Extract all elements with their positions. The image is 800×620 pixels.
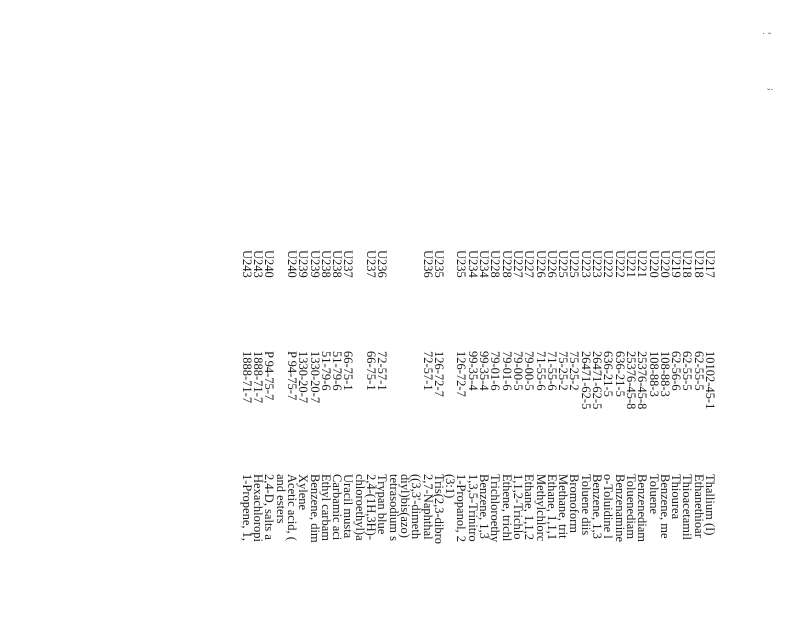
table-row bbox=[625, 250, 636, 620]
table-row bbox=[567, 250, 582, 620]
waste-code-cell: U219 bbox=[669, 250, 684, 278]
waste-code-cell: U237 bbox=[364, 250, 379, 278]
substance-name-cell: Ethene, trichl bbox=[499, 474, 514, 542]
table-row bbox=[433, 250, 444, 620]
cas-number-cell: P 94-75-7 bbox=[262, 351, 277, 401]
waste-code-cell: U228 bbox=[488, 250, 503, 278]
table-row bbox=[669, 250, 684, 620]
cas-number-cell bbox=[410, 351, 421, 474]
table-row bbox=[691, 250, 706, 620]
waste-code-cell bbox=[274, 250, 285, 351]
table-row bbox=[251, 250, 266, 620]
substance-name-cell: 1,3,5-Trinitro bbox=[465, 474, 480, 542]
table-row bbox=[296, 250, 311, 620]
cas-number-cell: 79-01-6 bbox=[488, 351, 503, 391]
substance-name-cell: 2,7-Naphthal bbox=[420, 474, 435, 540]
substance-name-cell: ((3,3'-dimeth bbox=[409, 474, 424, 540]
table-row bbox=[262, 250, 277, 620]
substance-name-cell: Thiourea bbox=[669, 474, 684, 520]
cas-number-cell: 62-55-5 bbox=[691, 351, 706, 391]
substance-name-cell: Thallium (I) bbox=[703, 474, 717, 536]
waste-code-cell bbox=[354, 250, 365, 351]
cas-number-cell: 79-01-6 bbox=[499, 351, 514, 391]
table-row bbox=[546, 250, 557, 620]
scan-speck-mark: ˇ˙ bbox=[767, 88, 774, 99]
cas-number-cell: 51-79-6 bbox=[330, 351, 345, 391]
cas-number-cell: 1888-71-7 bbox=[251, 351, 266, 404]
waste-code-cell: U223 bbox=[590, 250, 605, 278]
waste-code-cell: U221 bbox=[623, 250, 638, 278]
table-row bbox=[273, 250, 288, 620]
cas-number-cell: 126-72-7 bbox=[454, 351, 469, 397]
cas-number-cell: 71-55-6 bbox=[533, 351, 548, 391]
cas-number-cell: 26471-62-5 bbox=[578, 351, 593, 410]
waste-code-cell: U243 bbox=[239, 250, 254, 278]
substance-name-cell: and esters bbox=[273, 474, 288, 524]
cas-number-cell: 79-00-5 bbox=[522, 351, 537, 391]
waste-code-cell: U225 bbox=[556, 250, 571, 278]
table-row bbox=[454, 250, 469, 620]
cas-number-cell bbox=[387, 351, 398, 474]
table-row bbox=[612, 250, 627, 620]
table-row bbox=[635, 250, 650, 620]
cas-number-cell: 79-00-5 bbox=[510, 351, 525, 391]
waste-code-cell: U220 bbox=[646, 250, 661, 278]
table-row bbox=[556, 250, 571, 620]
substance-name-cell: Benzene, dim bbox=[307, 474, 322, 543]
waste-code-cell: U234 bbox=[465, 250, 480, 278]
table-row bbox=[285, 250, 300, 620]
table-row bbox=[241, 250, 252, 620]
waste-code-cell: U225 bbox=[567, 250, 582, 278]
table-row bbox=[364, 250, 379, 620]
table-row bbox=[646, 250, 661, 620]
waste-code-cell bbox=[387, 250, 398, 351]
cas-number-cell: 10102-45-1 bbox=[703, 351, 717, 410]
table-row bbox=[590, 250, 605, 620]
cas-number-cell bbox=[274, 351, 285, 474]
cas-number-cell: 62-55-5 bbox=[680, 351, 695, 391]
cas-number-cell: 75-25-2 bbox=[556, 351, 571, 391]
waste-code-cell: U236 bbox=[375, 250, 390, 278]
table-row bbox=[488, 250, 503, 620]
substance-name-cell: Bromoform bbox=[567, 474, 582, 534]
substance-name-cell: Hexachloropi bbox=[251, 474, 266, 543]
substance-name-cell: Trypan blue bbox=[375, 474, 390, 535]
waste-code-cell: U240 bbox=[262, 250, 277, 278]
cas-number-cell: 108-88-3 bbox=[646, 351, 661, 397]
waste-code-cell: U226 bbox=[544, 250, 559, 278]
table-row bbox=[341, 250, 356, 620]
table-row bbox=[659, 250, 670, 620]
waste-code-cell: U227 bbox=[510, 250, 525, 278]
substance-name-cell: Benzene, me bbox=[657, 474, 672, 539]
waste-code-cell: U234 bbox=[477, 250, 492, 278]
waste-code-cell: U227 bbox=[522, 250, 537, 278]
table-row bbox=[399, 250, 410, 620]
cas-number-cell: 62-56-6 bbox=[669, 351, 684, 391]
substance-name-cell: diyl)bis(azo) bbox=[397, 474, 412, 538]
cas-number-cell: 25376-45-8 bbox=[635, 351, 650, 410]
substance-name-cell: chloroethyl)a bbox=[352, 474, 367, 541]
cas-number-cell: P 94-75-7 bbox=[285, 351, 300, 401]
substance-name-cell: 1-Propene, 1, bbox=[239, 474, 254, 541]
substance-name-cell: 1,1,2-Trichlo bbox=[510, 474, 525, 540]
cas-number-cell: 636-21-5 bbox=[612, 351, 627, 397]
waste-code-cell: U218 bbox=[680, 250, 695, 278]
table-row bbox=[409, 250, 424, 620]
substance-name-cell: Acetic acid, ( bbox=[285, 474, 300, 541]
substance-name-cell: Benzenamine bbox=[612, 474, 627, 543]
substance-name-cell: o-Toluidine l bbox=[601, 474, 616, 539]
waste-code-cell: U237 bbox=[341, 250, 356, 278]
table-row bbox=[477, 250, 492, 620]
table-row bbox=[499, 250, 514, 620]
cas-number-cell: 72-57-1 bbox=[420, 351, 435, 391]
waste-code-cell: U235 bbox=[431, 250, 446, 278]
table-row bbox=[578, 250, 593, 620]
cas-number-cell bbox=[399, 351, 410, 474]
waste-code-cell: U238 bbox=[330, 250, 345, 278]
substance-name-cell: Ethyl carbam bbox=[318, 474, 333, 541]
waste-code-cell: U217 bbox=[703, 250, 717, 278]
cas-number-cell: 71-55-6 bbox=[544, 351, 559, 391]
substance-name-cell: Xylene bbox=[296, 474, 311, 511]
cas-number-cell: 25376-45-8 bbox=[623, 351, 638, 410]
table-row bbox=[443, 250, 458, 620]
substance-name-cell: Carbamic aci bbox=[330, 474, 345, 541]
waste-code-cell: U238 bbox=[318, 250, 333, 278]
waste-code-cell: U240 bbox=[285, 250, 300, 278]
cas-number-cell: 126-72-7 bbox=[431, 351, 446, 397]
substance-name-cell: Ethane, 1,1,1 bbox=[544, 474, 559, 540]
waste-code-cell: U223 bbox=[578, 250, 593, 278]
substance-name-cell: Benzene, 1,3 bbox=[477, 474, 492, 539]
cas-number-cell bbox=[354, 351, 365, 474]
rotated-hazardous-waste-table bbox=[135, 250, 715, 620]
table-row bbox=[465, 250, 480, 620]
cas-number-cell: 99-35-4 bbox=[465, 351, 480, 391]
cas-number-cell: 636-21-5 bbox=[601, 351, 616, 397]
waste-code-cell: U222 bbox=[612, 250, 627, 278]
cas-number-cell: 1330-20-7 bbox=[296, 351, 311, 404]
waste-code-cell: U220 bbox=[657, 250, 672, 278]
substance-name-cell: 2,4-D, salts a bbox=[262, 474, 277, 540]
waste-code-cell: U235 bbox=[454, 250, 469, 278]
table-row bbox=[320, 250, 331, 620]
waste-code-cell: U228 bbox=[499, 250, 514, 278]
table-row bbox=[375, 250, 390, 620]
cas-number-cell: 1888-71-7 bbox=[239, 351, 254, 404]
substance-name-cell: Methylchlorc bbox=[533, 474, 548, 542]
substance-name-cell: Ethane, 1,1,2 bbox=[522, 474, 537, 540]
cas-number-cell: 108-88-3 bbox=[657, 351, 672, 397]
cas-number-cell: 66-75-1 bbox=[341, 351, 356, 391]
substance-name-cell: Uracil musta bbox=[341, 474, 356, 539]
substance-name-cell: (3:1) bbox=[443, 474, 458, 499]
table-row bbox=[420, 250, 435, 620]
substance-name-cell: Thioacetamil bbox=[680, 474, 695, 540]
table-row bbox=[330, 250, 345, 620]
substance-name-cell: Methane, trit bbox=[556, 474, 571, 539]
waste-code-cell: U226 bbox=[533, 250, 548, 278]
table-row bbox=[386, 250, 401, 620]
waste-code-cell bbox=[399, 250, 410, 351]
substance-name-cell: Toluenediam bbox=[623, 474, 638, 540]
cas-number-cell: 75-25-2 bbox=[567, 351, 582, 391]
table-row bbox=[704, 250, 715, 620]
table-row bbox=[512, 250, 523, 620]
cas-number-cell: 26471-62-5 bbox=[590, 351, 605, 410]
waste-code-cell bbox=[410, 250, 421, 351]
cas-number-cell: 51-79-6 bbox=[318, 351, 333, 391]
substance-name-cell: tetrasodium s bbox=[386, 474, 401, 542]
scan-speck-mark: ˙ ˇ bbox=[762, 32, 772, 43]
substance-name-cell: 1-Propanol, 2 bbox=[454, 474, 469, 543]
table-row bbox=[680, 250, 695, 620]
substance-name-cell: 2,4-(1H,3H)- bbox=[364, 474, 379, 540]
table-row bbox=[601, 250, 616, 620]
table-row bbox=[307, 250, 322, 620]
substance-name-cell: Tris(2,3-dibro bbox=[431, 474, 446, 545]
table-row bbox=[354, 250, 365, 620]
cas-number-cell: 66-75-1 bbox=[364, 351, 379, 391]
waste-code-cell: U239 bbox=[296, 250, 311, 278]
table-rows bbox=[241, 250, 715, 620]
substance-name-cell: Toluene diis bbox=[578, 474, 593, 536]
substance-name-cell: Ethanethioar bbox=[691, 474, 706, 538]
waste-code-cell: U236 bbox=[420, 250, 435, 278]
table-row bbox=[533, 250, 548, 620]
substance-name-cell: Benzene, 1,3 bbox=[590, 474, 605, 539]
substance-name-cell: Toluene bbox=[646, 474, 661, 515]
waste-code-cell: U222 bbox=[601, 250, 616, 278]
waste-code-cell: U218 bbox=[691, 250, 706, 278]
waste-code-cell: U221 bbox=[635, 250, 650, 278]
cas-number-cell: 72-57-1 bbox=[375, 351, 390, 391]
cas-number-cell: 99-35-4 bbox=[477, 351, 492, 391]
waste-code-cell: U239 bbox=[307, 250, 322, 278]
substance-name-cell: Benzenediam bbox=[635, 474, 650, 543]
waste-code-cell: U243 bbox=[251, 250, 266, 278]
cas-number-cell: 1330-20-7 bbox=[307, 351, 322, 404]
substance-name-cell: Trichloroethy bbox=[488, 474, 503, 543]
table-row bbox=[522, 250, 537, 620]
